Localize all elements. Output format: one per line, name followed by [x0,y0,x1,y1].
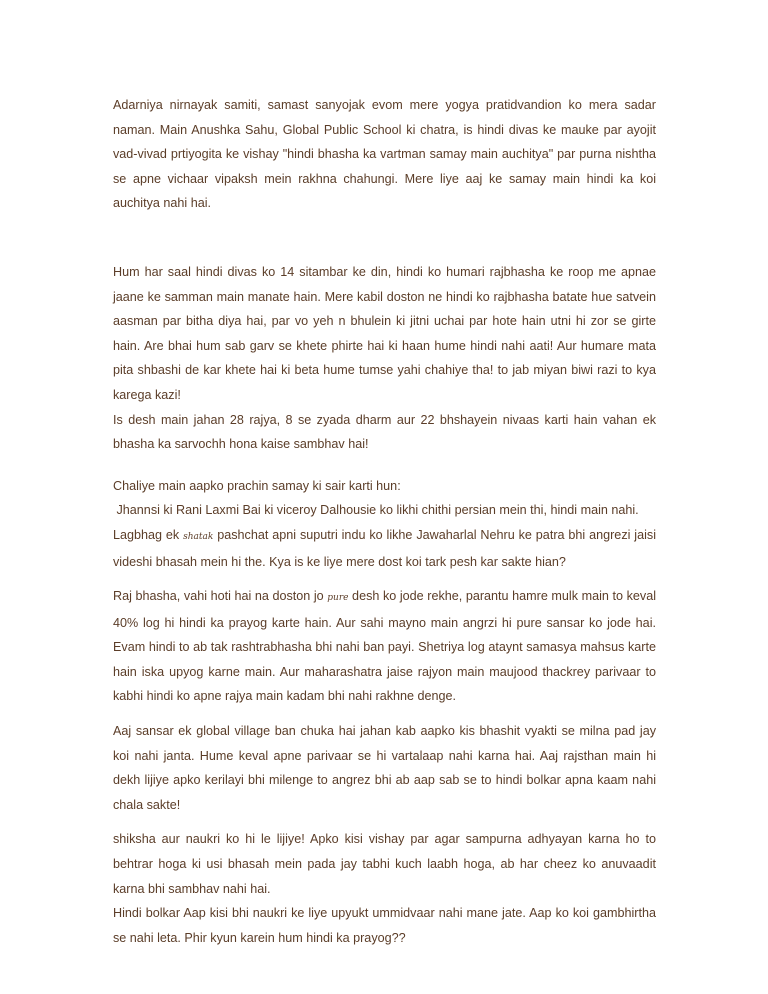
paragraph-hindi-divas: Hum har saal hindi divas ko 14 sitambar ke din, hindi ko humari rajbhasha ke roop me apnae jaane ke samman main manate hain. Mere kabil doston ne hindi ko rajbhasha batate hue satvein aasman par bitha diya hai, par vo yeh n bhulein ki jitni uchai par hote hain utni hi zor se girte hain. Are bhai hum sab garv se khete phirte hai ki haan hume hindi nahi aati! Aur humare mata pita shbashi de kar khete hai ki beta hume tumse yahi chahiye tha! to jab miyan biwi razi to kya karega kazi! [113,264,656,402]
paragraph-nehru [113,523,656,574]
script-word: shatak [183,531,214,542]
paragraph-naukri: Hindi bolkar Aap kisi bhi naukri ke liye upyukt ummidvaar nahi mane jate. Aap ko koi gambhirtha se nahi leta. Phir kyun karein hum hindi ka prayog?? [113,906,656,945]
text: Lagbhag ek [113,527,184,542]
paragraph-intro: Adarniya nirnayak samiti, samast sanyojak evom mere yogya pratidvandion ko mera sadar naman. Main Anushka Sahu, Global Public School ki chatra, is hindi divas ke mauke par ayojit vad-vivad prtiyogita ke vishay "hindi bhasha ka vartman samay main auchitya" par purna nishtha se apne vichaar vipaksh mein rakhna chahungi. Mere liye aaj ke samay main hindi ka koi auchitya nahi hai. [113,98,656,211]
paragraph-chaliye: Chaliye main aapko prachin samay ki sair karti hun: [113,478,401,493]
text: Raj bhasha, vahi hoti hai na doston jo [113,589,328,604]
script-word: pure [327,593,349,604]
paragraph-jhansi: Jhannsi ki Rani Laxmi Bai ki viceroy Dalhousie ko likhi chithi persian mein thi, hindi main nahi. [113,503,639,518]
text: pashchat apni suputri indu ko likhe Jawaharlal Nehru ke patra bhi angrezi jaisi videshi bhasah mein hi the. Kya is ke liye mere dost koi tark pesh kar sakte hian? [113,527,656,569]
document-body [113,0,656,970]
paragraph-global-village: Aaj sansar ek global village ban chuka hai jahan kab aapko kis bhashit vyakti se milna pad jay koi nahi janta. Hume keval apne parivaar se hi vartalaap nahi karna hai. Aaj rajsthan main hi dekh lijiye apko kerilayi bhi milenge to angrez bhi ab aap sab se to hindi bolkar apna kaam nahi chala sakte! [113,724,656,812]
text: desh ko jode rekhe, parantu hamre mulk main to keval 40% log hi hindi ka prayog karte hain. Aur sahi mayno main angrzi hi pure sansar ko jode hai. Evam hindi to ab tak rashtrabhasha bhi nahi ban payi. Shetriya log ataynt samasya mahsus karte hain iska upyog karne main. Aur maharashatra jaise rajyon main maujood thackrey parivaar to kabhi hindi ko apne rajya main kadam bhi nahi rakhne denge. [113,589,656,704]
paragraph-shiksha: shiksha aur naukri ko hi le lijiye! Apko kisi vishay par agar sampurna adhyayan karna ho to behtrar hoga ki usi bhasah mein pada jay tabhi kuch laabh hoga, ab har cheez ko anuvaadit karna bhi sambhav nahi hai. [113,832,656,896]
paragraph-raj-bhasha [113,584,656,709]
paragraph-desh: Is desh main jahan 28 rajya, 8 se zyada dharm aur 22 bhshayein nivaas karti hain vahan ek bhasha ka sarvochh hona kaise sambhav hai! [113,412,656,452]
